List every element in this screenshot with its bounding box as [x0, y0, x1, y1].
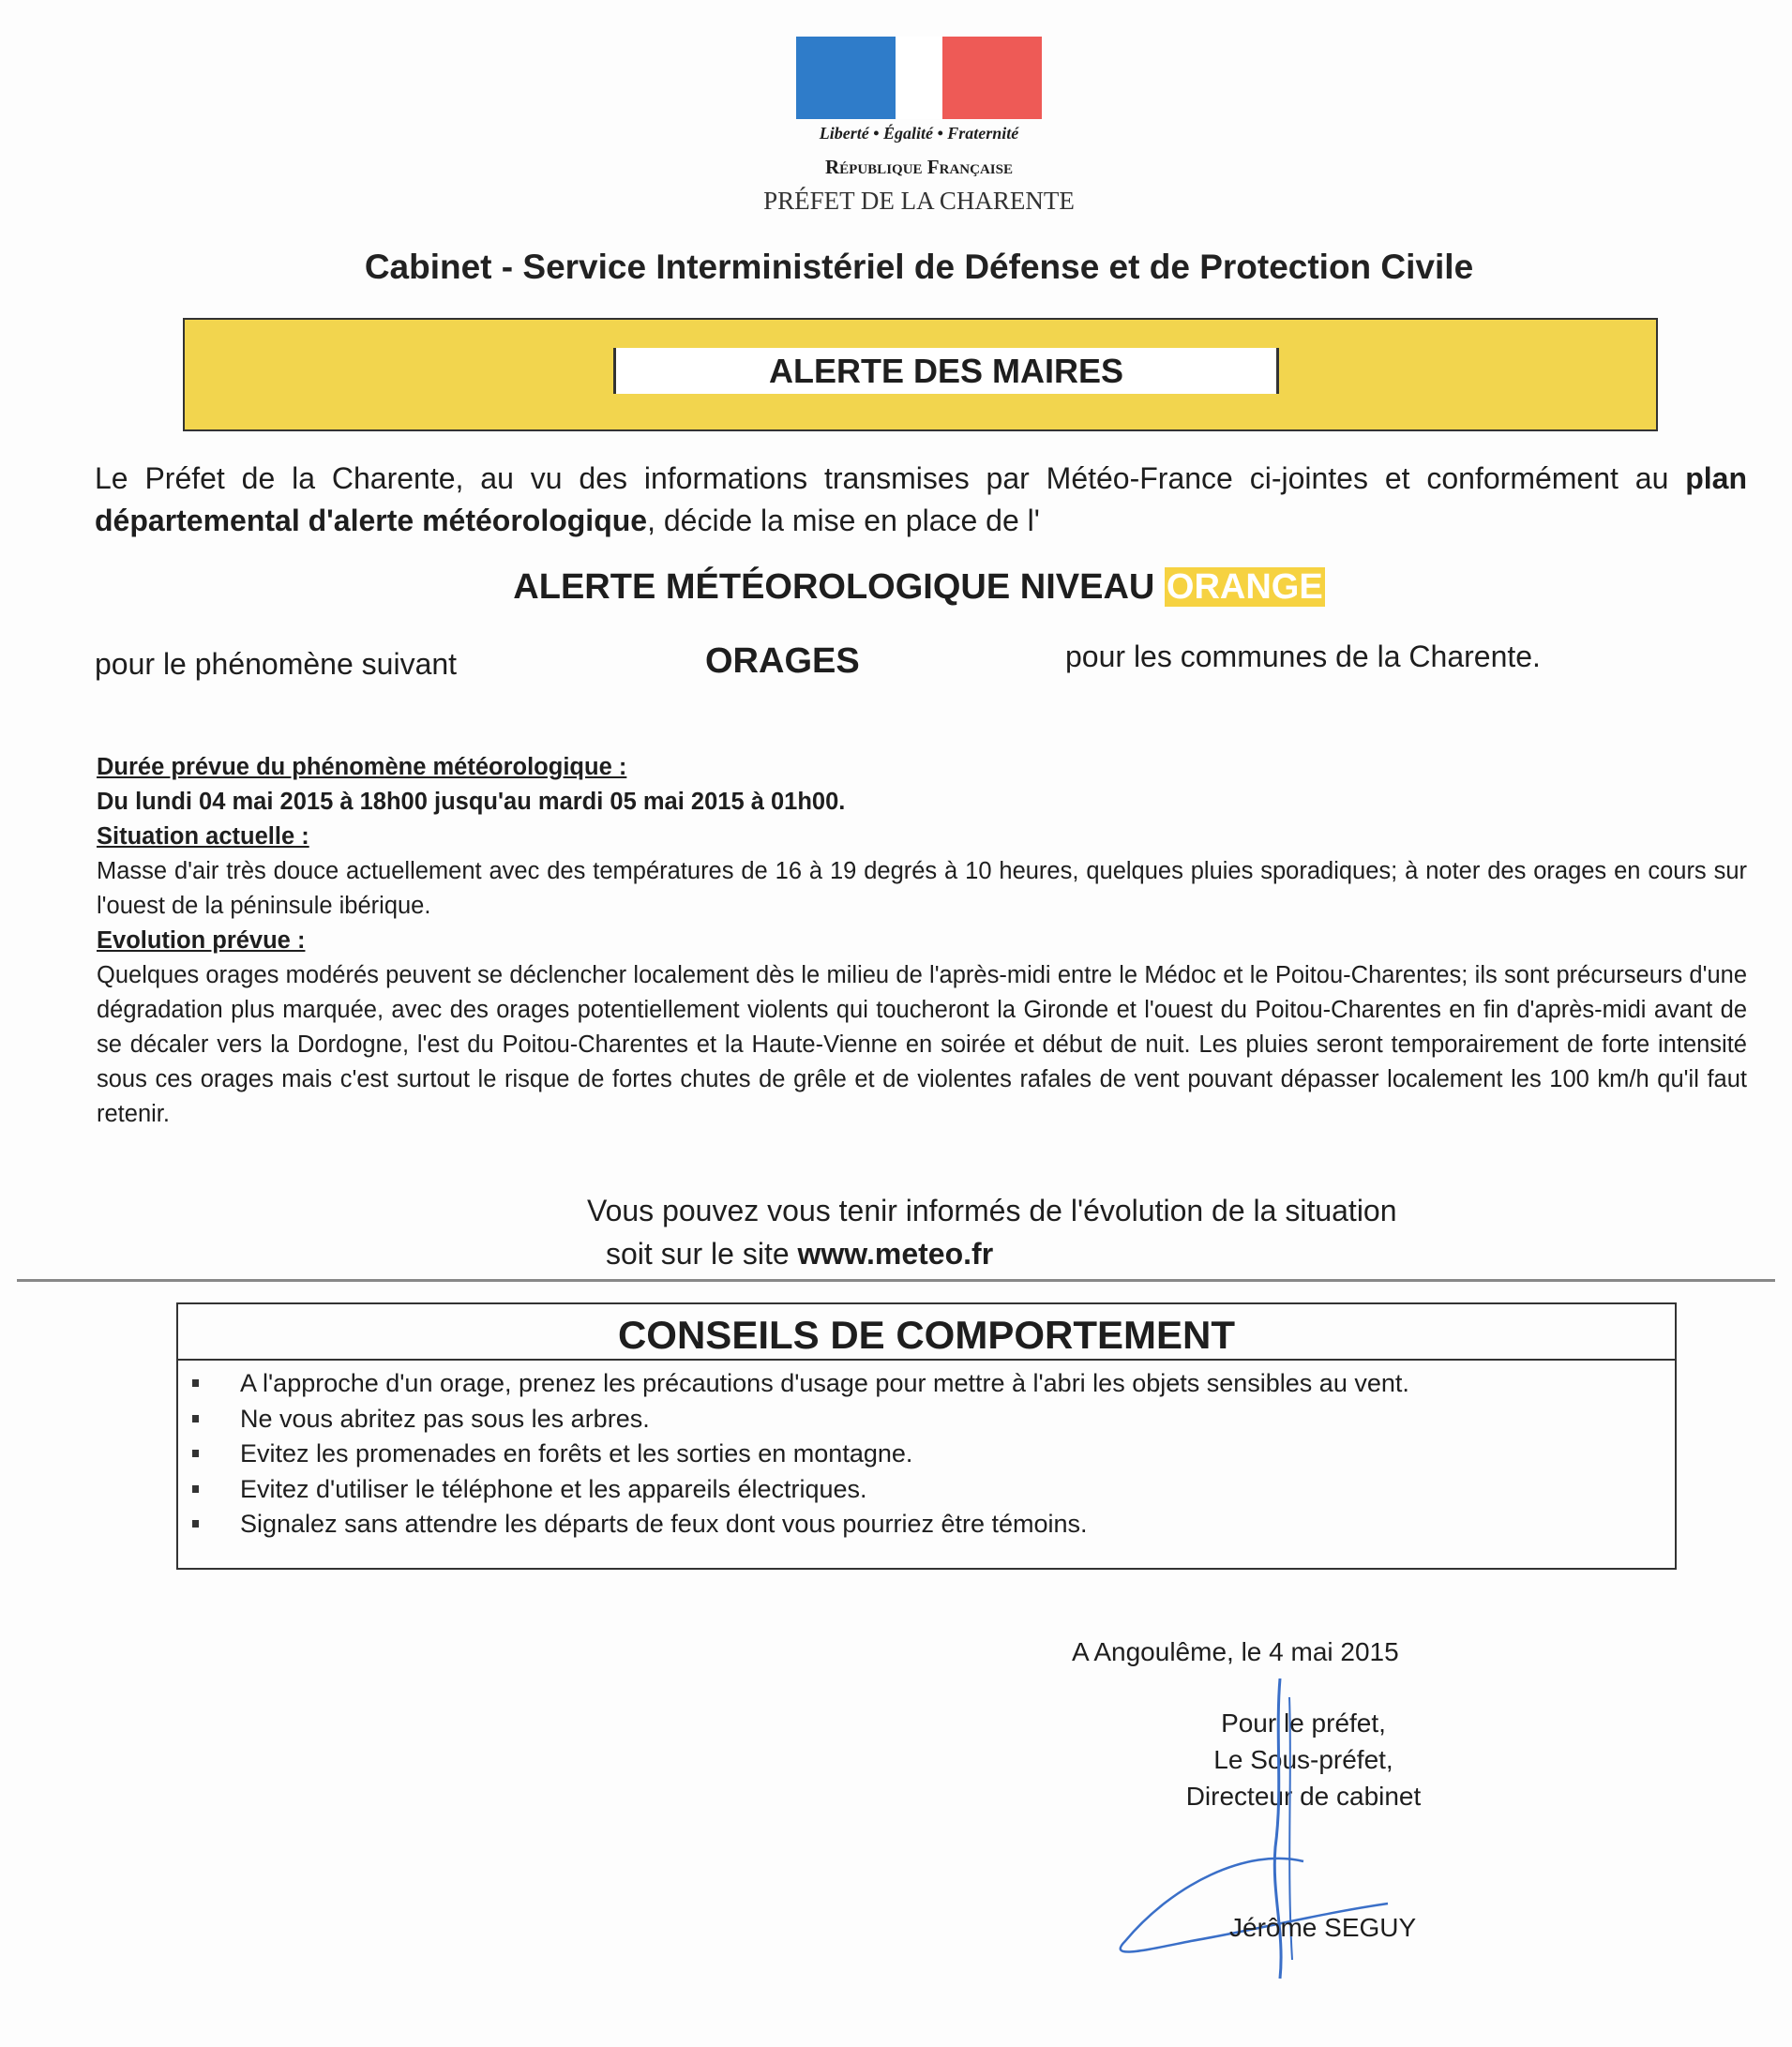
alert-label: ALERTE MÉTÉOROLOGIQUE NIVEAU — [513, 567, 1155, 607]
signatory-line: Pour le préfet, — [1221, 1708, 1386, 1738]
marianne-logo — [796, 37, 1042, 119]
bullet-icon — [192, 1415, 199, 1422]
duration-heading: Durée prévue du phénomène météorologique : — [97, 754, 627, 780]
info-line: Vous pouvez vous tenir informés de l'évolution de la situation — [587, 1194, 1397, 1227]
info-prefix: soit sur le site — [606, 1237, 798, 1271]
advice-item — [178, 1472, 1675, 1508]
advice-text: Signalez sans attendre les départs de feux dont vous pourriez être témoins. — [240, 1510, 1088, 1538]
intro-text: Le Préfet de la Charente, au vu des informations transmises par Météo-France ci-jointes et conformément au — [95, 461, 1686, 495]
phenomenon-name: ORAGES — [705, 641, 860, 681]
fold-line — [17, 1279, 1775, 1282]
info-block — [587, 1189, 1397, 1275]
advice-box — [176, 1302, 1677, 1570]
advice-text: Ne vous abritez pas sous les arbres. — [240, 1404, 650, 1433]
evolution-text: Quelques orages modérés peuvent se déclencher localement dès le milieu de l'après-midi entre le Médoc et le Poitou-Charentes; ils sont précurseurs d'une dégradation plus marquée, avec des orages potentiellement violents qui toucheront la Gironde et l'ouest du Poitou-Charentes en fin d'après-midi avant de se décaler vers la Dordogne, l'est du Poitou-Charentes et la Haute-Vienne en soirée et début de nuit. Les pluies seront temporairement de forte intensité sous ces orages mais c'est surtout le risque de fortes chutes de grêle et de violentes rafales de vent pouvant dépasser localement les 100 km/h qu'il faut retenir. — [97, 962, 1747, 1127]
signatory-line: Directeur de cabinet — [1185, 1782, 1422, 1811]
intro-paragraph — [95, 458, 1747, 542]
advice-text: Evitez d'utiliser le téléphone et les appareils électriques. — [240, 1474, 867, 1503]
bullet-icon — [192, 1520, 199, 1528]
service-heading: Cabinet - Service Interministériel de Défense et de Protection Civile — [364, 248, 1474, 286]
advice-text: A l'approche d'un orage, prenez les précautions d'usage pour mettre à l'abri les objets sensibles au vent. — [240, 1369, 1409, 1397]
advice-item — [178, 1402, 1675, 1437]
phenomenon-suffix: pour les communes de la Charente. — [1065, 640, 1541, 673]
banner-title: ALERTE DES MAIRES — [613, 348, 1279, 394]
duration-text: Du lundi 04 mai 2015 à 18h00 jusqu'au mardi 05 mai 2015 à 01h00. — [97, 789, 846, 815]
meteo-link[interactable]: www.meteo.fr — [797, 1237, 994, 1271]
signatory-line: Le Sous-préfet, — [1213, 1745, 1393, 1774]
bullet-icon — [192, 1450, 199, 1457]
prefecture-name: PRÉFET DE LA CHARENTE — [763, 187, 1075, 215]
advice-title: CONSEILS DE COMPORTEMENT — [178, 1304, 1675, 1361]
signatory-name: Jérôme SEGUY — [1229, 1913, 1417, 1942]
republic-label: République Française — [825, 156, 1013, 178]
intro-text-end: , décide la mise en place de l' — [647, 504, 1040, 537]
advice-item — [178, 1507, 1675, 1543]
plan-reference: plan départemental d'alerte météorologique — [95, 461, 1747, 537]
phenomenon-prefix: pour le phénomène suivant — [95, 647, 458, 681]
situation-text: Masse d'air très douce actuellement avec des températures de 16 à 19 degrés à 10 heures, quelques pluies sporadiques; à noter des orages en cours sur l'ouest de la péninsule ibérique. — [97, 858, 1747, 919]
situation-heading: Situation actuelle : — [97, 823, 309, 850]
alert-level-heading — [188, 567, 1650, 608]
bullet-icon — [192, 1485, 199, 1493]
alert-details — [97, 750, 1747, 1132]
advice-text: Evitez les promenades en forêts et les sorties en montagne. — [240, 1439, 913, 1468]
place-date: A Angoulême, le 4 mai 2015 — [1072, 1637, 1399, 1666]
advice-item — [178, 1437, 1675, 1472]
bullet-icon — [192, 1379, 199, 1387]
evolution-heading: Evolution prévue : — [97, 927, 306, 954]
motto: Liberté • Égalité • Fraternité — [819, 124, 1019, 143]
handwritten-signature — [1088, 1678, 1407, 1997]
alert-level: ORANGE — [1166, 567, 1323, 607]
advice-item — [178, 1366, 1675, 1402]
